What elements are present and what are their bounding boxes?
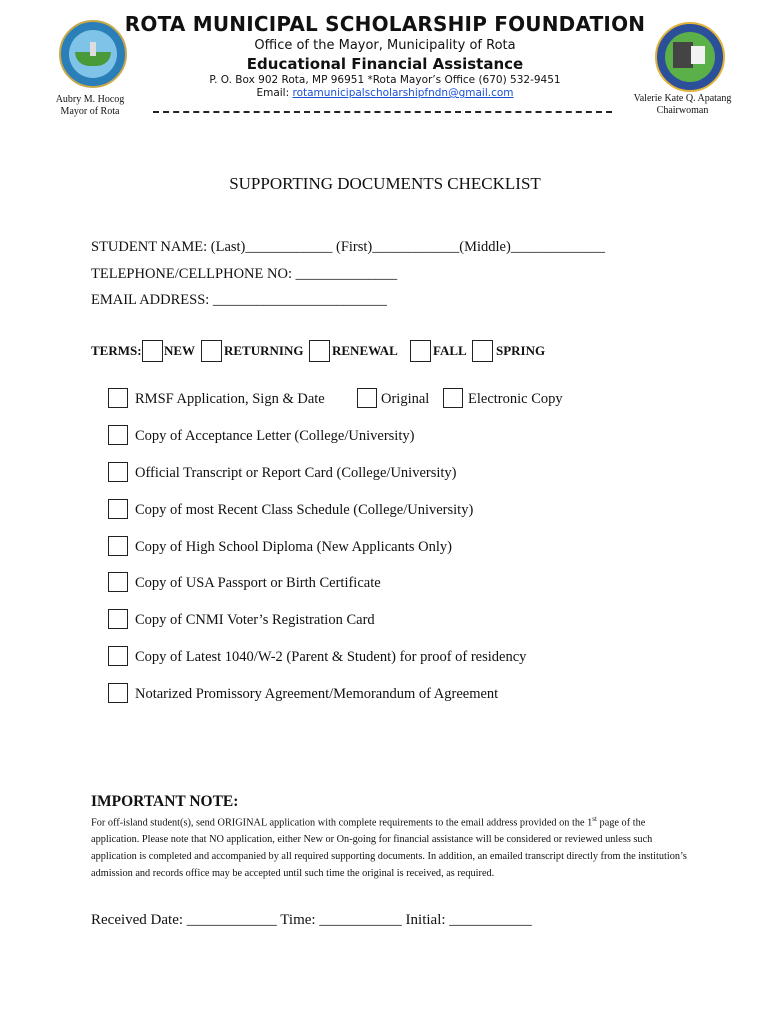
student-name-field[interactable]: STUDENT NAME: (Last)____________ (First)____________(Middle)_____________ xyxy=(91,239,606,255)
checklist-item-tax-forms: Copy of Latest 1040/W-2 (Parent & Student) for proof of residency xyxy=(135,649,527,665)
left-signatory-name: Aubry M. Hocog xyxy=(55,94,125,105)
email-address-field[interactable]: EMAIL ADDRESS: ________________________ xyxy=(91,292,387,308)
checklist-checkbox-tax-forms[interactable] xyxy=(108,646,128,666)
term-returning-checkbox[interactable] xyxy=(201,340,222,362)
checklist-checkbox-application[interactable] xyxy=(108,388,128,408)
checklist-checkbox-promissory-agreement[interactable] xyxy=(108,683,128,703)
checklist-checkbox-diploma[interactable] xyxy=(108,536,128,556)
checklist-item-acceptance-letter: Copy of Acceptance Letter (College/University) xyxy=(135,428,415,444)
note-body-superscript: st xyxy=(592,815,597,823)
original-checkbox[interactable] xyxy=(357,388,377,408)
note-title: IMPORTANT NOTE: xyxy=(91,793,239,810)
term-fall-checkbox[interactable] xyxy=(410,340,431,362)
checklist-checkbox-passport[interactable] xyxy=(108,572,128,592)
checklist-item-voter-card: Copy of CNMI Voter’s Registration Card xyxy=(135,612,375,628)
term-spring-label: SPRING xyxy=(496,343,546,358)
note-body-part2: page of the application. Please note that NO application, either New or On-going for financial assistance will be considered or reviewed unless such application is completed and accompanied by all required supporting documents. In addition, an emailed transcript directly from the institution’s admission and records office may be accepted until such time the original is received, as required. xyxy=(91,817,687,880)
term-returning-label: RETURNING xyxy=(224,343,304,358)
term-new-label: NEW xyxy=(164,343,196,358)
checklist-checkbox-class-schedule[interactable] xyxy=(108,499,128,519)
checklist-item-application: RMSF Application, Sign & Date xyxy=(135,391,325,407)
right-signatory-name: Valerie Kate Q. Apatang xyxy=(633,93,732,104)
checklist-checkbox-acceptance-letter[interactable] xyxy=(108,425,128,445)
checklist-item-diploma: Copy of High School Diploma (New Applicants Only) xyxy=(135,539,452,555)
checklist-item-class-schedule: Copy of most Recent Class Schedule (College/University) xyxy=(135,502,474,518)
term-new-checkbox[interactable] xyxy=(142,340,163,362)
received-date-line[interactable]: Received Date: ____________ Time: ___________ Initial: ___________ xyxy=(91,912,532,928)
right-signatory-title: Chairwoman xyxy=(656,105,709,116)
program-name: Educational Financial Assistance xyxy=(246,55,524,73)
note-body-part1: For off-island student(s), send ORIGINAL application with complete requirements to the email address provided on the 1 xyxy=(91,817,593,829)
checklist-checkbox-transcript[interactable] xyxy=(108,462,128,482)
form-title: SUPPORTING DOCUMENTS CHECKLIST xyxy=(229,174,541,193)
right-signatory xyxy=(625,93,740,117)
header-divider xyxy=(153,111,612,113)
office-line: Office of the Mayor, Municipality of Rota xyxy=(254,38,516,53)
email-link[interactable]: rotamunicipalscholarshipfndn@gmail.com xyxy=(292,87,514,99)
original-label: Original xyxy=(381,391,430,407)
term-spring-checkbox[interactable] xyxy=(472,340,493,362)
electronic-copy-checkbox[interactable] xyxy=(443,388,463,408)
term-renewal-label: RENEWAL xyxy=(332,343,398,358)
email-label: Email: xyxy=(256,87,293,99)
telephone-field[interactable]: TELEPHONE/CELLPHONE NO: ______________ xyxy=(91,266,398,282)
address-line: P. O. Box 902 Rota, MP 96951 *Rota Mayor’s Office (670) 532-9451 xyxy=(209,74,561,86)
note-body xyxy=(91,811,691,882)
left-signatory xyxy=(45,94,135,118)
checklist-item-transcript: Official Transcript or Report Card (College/University) xyxy=(135,465,457,481)
checklist-item-passport: Copy of USA Passport or Birth Certificate xyxy=(135,575,381,591)
terms-label: TERMS: xyxy=(91,343,142,358)
organization-name: ROTA MUNICIPAL SCHOLARSHIP FOUNDATION xyxy=(124,12,646,36)
checklist-item-promissory-agreement: Notarized Promissory Agreement/Memorandum of Agreement xyxy=(135,686,499,702)
term-fall-label: FALL xyxy=(433,343,467,358)
checklist-checkbox-voter-card[interactable] xyxy=(108,609,128,629)
term-renewal-checkbox[interactable] xyxy=(309,340,330,362)
electronic-copy-label: Electronic Copy xyxy=(468,391,563,407)
left-signatory-title: Mayor of Rota xyxy=(60,106,120,117)
